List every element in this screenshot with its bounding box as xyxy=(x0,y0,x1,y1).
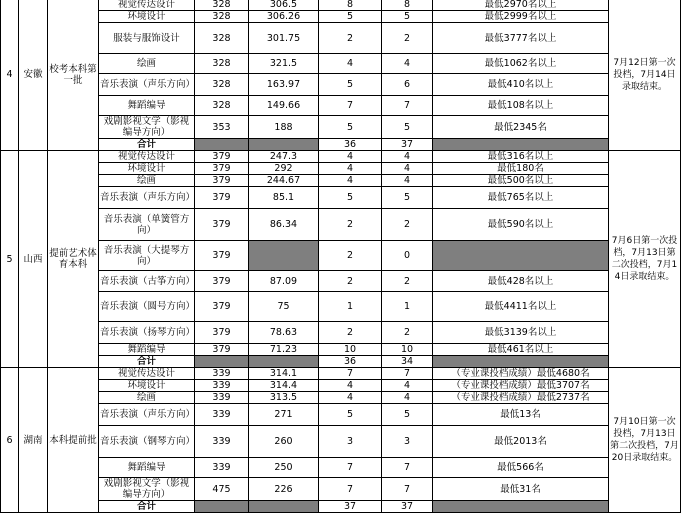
admit-count-cell: 4 xyxy=(382,392,433,404)
rank-cell: 最低410名以上 xyxy=(433,74,609,96)
total-admit: 34 xyxy=(382,356,433,368)
rank-cell: 最低2013名 xyxy=(433,426,609,458)
plan-count-cell: 3 xyxy=(319,426,382,458)
major-cell: 视觉传达设计 xyxy=(99,0,195,11)
admit-count-cell: 0 xyxy=(382,241,433,271)
table-row xyxy=(1,96,681,116)
rank-cell: 最低428名以上 xyxy=(433,271,609,292)
table-body xyxy=(1,0,681,513)
total-rank-empty xyxy=(433,356,609,368)
table-row xyxy=(1,478,681,501)
min-score-cell: 271 xyxy=(249,404,319,426)
control-line-cell: 328 xyxy=(195,74,249,96)
control-line-cell: 339 xyxy=(195,426,249,458)
rank-cell: 最低4411名以上 xyxy=(433,292,609,322)
plan-count-cell: 2 xyxy=(319,241,382,271)
table-row xyxy=(1,187,681,209)
plan-count-cell: 7 xyxy=(319,368,382,380)
control-line-cell: 379 xyxy=(195,271,249,292)
admit-count-cell: 7 xyxy=(382,458,433,478)
table-row xyxy=(1,11,681,23)
major-cell: 绘画 xyxy=(99,54,195,74)
total-admit: 37 xyxy=(382,501,433,513)
min-score-cell: 260 xyxy=(249,426,319,458)
min-score-cell: 87.09 xyxy=(249,271,319,292)
total-plan: 36 xyxy=(319,139,382,151)
table-row xyxy=(1,322,681,344)
row-number: 5 xyxy=(1,151,19,368)
plan-count-cell: 5 xyxy=(319,116,382,139)
table-row xyxy=(1,175,681,187)
admit-count-cell: 7 xyxy=(382,368,433,380)
admit-count-cell: 3 xyxy=(382,426,433,458)
total-score-empty xyxy=(249,356,319,368)
rank-cell: 最低13名 xyxy=(433,404,609,426)
table-row xyxy=(1,116,681,139)
major-cell: 戏剧影视文学（影视编导方向） xyxy=(99,478,195,501)
control-line-cell: 328 xyxy=(195,23,249,54)
table-row xyxy=(1,241,681,271)
rank-cell: （专业课投档成绩）最低3707名 xyxy=(433,380,609,392)
plan-count-cell: 4 xyxy=(319,151,382,163)
rank-cell: 最低180名 xyxy=(433,163,609,175)
plan-count-cell: 2 xyxy=(319,322,382,344)
total-label: 合计 xyxy=(99,356,195,368)
admit-count-cell: 4 xyxy=(382,54,433,74)
plan-count-cell: 7 xyxy=(319,478,382,501)
major-cell: 戏剧影视文学（影视编导方向） xyxy=(99,116,195,139)
batch-cell: 提前艺术体育本科 xyxy=(48,151,99,368)
table-row xyxy=(1,271,681,292)
rank-cell: 最低500名以上 xyxy=(433,175,609,187)
major-cell: 环境设计 xyxy=(99,11,195,23)
table-row xyxy=(1,392,681,404)
plan-count-cell: 4 xyxy=(319,175,382,187)
control-line-cell: 379 xyxy=(195,175,249,187)
plan-count-cell: 5 xyxy=(319,404,382,426)
control-line-cell: 379 xyxy=(195,292,249,322)
total-label: 合计 xyxy=(99,501,195,513)
major-cell: 音乐表演（声乐方向） xyxy=(99,74,195,96)
min-score-cell: 163.97 xyxy=(249,74,319,96)
major-cell: 视觉传达设计 xyxy=(99,151,195,163)
total-score-empty xyxy=(249,139,319,151)
min-score-cell: 306.5 xyxy=(249,0,319,11)
table-row xyxy=(1,404,681,426)
total-rank-empty xyxy=(433,139,609,151)
rank-cell: （专业课投档成绩）最低2737名 xyxy=(433,392,609,404)
plan-count-cell: 8 xyxy=(319,0,382,11)
table-row xyxy=(1,151,681,163)
rank-cell: 最低2970名以上 xyxy=(433,0,609,11)
admit-count-cell: 2 xyxy=(382,322,433,344)
admit-count-cell: 5 xyxy=(382,404,433,426)
row-number: 6 xyxy=(1,368,19,513)
province-cell: 山西 xyxy=(19,151,48,368)
rank-cell: 最低3777名以上 xyxy=(433,23,609,54)
admit-count-cell: 5 xyxy=(382,116,433,139)
min-score-cell: 188 xyxy=(249,116,319,139)
min-score-cell: 247.3 xyxy=(249,151,319,163)
total-line-empty xyxy=(195,501,249,513)
admit-count-cell: 8 xyxy=(382,0,433,11)
major-cell: 音乐表演（扬琴方向） xyxy=(99,322,195,344)
table-row xyxy=(1,0,681,11)
admit-count-cell: 2 xyxy=(382,23,433,54)
control-line-cell: 328 xyxy=(195,11,249,23)
min-score-cell: 301.75 xyxy=(249,23,319,54)
total-line-empty xyxy=(195,356,249,368)
min-score-cell: 85.1 xyxy=(249,187,319,209)
plan-count-cell: 2 xyxy=(319,271,382,292)
admit-count-cell: 7 xyxy=(382,96,433,116)
admit-count-cell: 4 xyxy=(382,163,433,175)
control-line-cell: 379 xyxy=(195,322,249,344)
min-score-cell: 75 xyxy=(249,292,319,322)
control-line-cell: 339 xyxy=(195,368,249,380)
plan-count-cell: 4 xyxy=(319,380,382,392)
table-row xyxy=(1,368,681,380)
plan-count-cell: 4 xyxy=(319,392,382,404)
plan-count-cell: 5 xyxy=(319,11,382,23)
rank-cell: （专业课投档成绩）最低4680名 xyxy=(433,368,609,380)
major-cell: 环境设计 xyxy=(99,380,195,392)
plan-count-cell: 7 xyxy=(319,96,382,116)
major-cell: 音乐表演（声乐方向） xyxy=(99,187,195,209)
total-plan: 36 xyxy=(319,356,382,368)
table-row xyxy=(1,380,681,392)
plan-count-cell: 7 xyxy=(319,458,382,478)
admit-count-cell: 1 xyxy=(382,292,433,322)
plan-count-cell: 2 xyxy=(319,23,382,54)
major-cell: 音乐表演（声乐方向） xyxy=(99,404,195,426)
min-score-cell xyxy=(249,241,319,271)
rank-cell: 最低3139名以上 xyxy=(433,322,609,344)
rank-cell: 最低31名 xyxy=(433,478,609,501)
min-score-cell: 244.67 xyxy=(249,175,319,187)
major-cell: 视觉传达设计 xyxy=(99,368,195,380)
control-line-cell: 475 xyxy=(195,478,249,501)
total-label: 合计 xyxy=(99,139,195,151)
major-cell: 音乐表演（圆号方向） xyxy=(99,292,195,322)
total-admit: 37 xyxy=(382,139,433,151)
min-score-cell: 314.1 xyxy=(249,368,319,380)
control-line-cell: 379 xyxy=(195,209,249,241)
rank-cell: 最低1062名以上 xyxy=(433,54,609,74)
plan-count-cell: 5 xyxy=(319,187,382,209)
major-cell: 音乐表演（单簧管方向） xyxy=(99,209,195,241)
control-line-cell: 339 xyxy=(195,392,249,404)
admit-count-cell: 5 xyxy=(382,187,433,209)
rank-cell: 最低2345名 xyxy=(433,116,609,139)
min-score-cell: 86.34 xyxy=(249,209,319,241)
major-cell: 舞蹈编导 xyxy=(99,458,195,478)
admit-count-cell: 4 xyxy=(382,175,433,187)
batch-cell: 校考本科第一批 xyxy=(48,0,99,151)
admit-count-cell: 4 xyxy=(382,380,433,392)
admit-count-cell: 10 xyxy=(382,344,433,356)
row-number: 4 xyxy=(1,0,19,151)
table-row xyxy=(1,209,681,241)
batch-cell: 本科提前批 xyxy=(48,368,99,513)
table-row xyxy=(1,163,681,175)
table-row xyxy=(1,74,681,96)
admit-count-cell: 5 xyxy=(382,11,433,23)
control-line-cell: 339 xyxy=(195,380,249,392)
major-cell: 音乐表演（古筝方向） xyxy=(99,271,195,292)
major-cell: 环境设计 xyxy=(99,163,195,175)
plan-count-cell: 1 xyxy=(319,292,382,322)
min-score-cell: 292 xyxy=(249,163,319,175)
plan-count-cell: 4 xyxy=(319,54,382,74)
table-row xyxy=(1,54,681,74)
admit-count-cell: 2 xyxy=(382,209,433,241)
major-cell: 服装与服饰设计 xyxy=(99,23,195,54)
total-score-empty xyxy=(249,501,319,513)
control-line-cell: 339 xyxy=(195,404,249,426)
min-score-cell: 313.5 xyxy=(249,392,319,404)
control-line-cell: 379 xyxy=(195,151,249,163)
table-row xyxy=(1,458,681,478)
total-line-empty xyxy=(195,139,249,151)
min-score-cell: 226 xyxy=(249,478,319,501)
table-row xyxy=(1,344,681,356)
control-line-cell: 379 xyxy=(195,344,249,356)
control-line-cell: 339 xyxy=(195,458,249,478)
rank-cell: 最低461名以上 xyxy=(433,344,609,356)
total-row xyxy=(1,356,681,368)
control-line-cell: 328 xyxy=(195,96,249,116)
rank-cell: 最低316名以上 xyxy=(433,151,609,163)
table-row xyxy=(1,292,681,322)
rank-cell: 最低2999名以上 xyxy=(433,11,609,23)
rank-cell: 最低590名以上 xyxy=(433,209,609,241)
rank-cell: 最低765名以上 xyxy=(433,187,609,209)
control-line-cell: 328 xyxy=(195,0,249,11)
min-score-cell: 306.26 xyxy=(249,11,319,23)
min-score-cell: 149.66 xyxy=(249,96,319,116)
province-cell: 湖南 xyxy=(19,368,48,513)
major-cell: 舞蹈编导 xyxy=(99,344,195,356)
control-line-cell: 379 xyxy=(195,187,249,209)
rank-cell: 最低108名以上 xyxy=(433,96,609,116)
admit-count-cell: 7 xyxy=(382,478,433,501)
province-cell: 安徽 xyxy=(19,0,48,151)
rank-cell xyxy=(433,241,609,271)
control-line-cell: 328 xyxy=(195,54,249,74)
total-rank-empty xyxy=(433,501,609,513)
total-row xyxy=(1,139,681,151)
total-row xyxy=(1,501,681,513)
min-score-cell: 71.23 xyxy=(249,344,319,356)
min-score-cell: 78.63 xyxy=(249,322,319,344)
control-line-cell: 379 xyxy=(195,163,249,175)
control-line-cell: 379 xyxy=(195,241,249,271)
major-cell: 舞蹈编导 xyxy=(99,96,195,116)
min-score-cell: 321.5 xyxy=(249,54,319,74)
admit-count-cell: 2 xyxy=(382,271,433,292)
admit-count-cell: 6 xyxy=(382,74,433,96)
major-cell: 绘画 xyxy=(99,392,195,404)
min-score-cell: 250 xyxy=(249,458,319,478)
plan-count-cell: 5 xyxy=(319,74,382,96)
major-cell: 音乐表演（大提琴方向） xyxy=(99,241,195,271)
control-line-cell: 353 xyxy=(195,116,249,139)
major-cell: 音乐表演（钢琴方向） xyxy=(99,426,195,458)
schedule-note: 7月6日第一次投档，7月13日第二次投档，7月14日录取结束。 xyxy=(609,151,681,368)
plan-count-cell: 4 xyxy=(319,163,382,175)
plan-count-cell: 2 xyxy=(319,209,382,241)
schedule-note: 7月12日第一次投档，7月14日录取结束。 xyxy=(609,0,681,151)
table-row xyxy=(1,23,681,54)
min-score-cell: 314.4 xyxy=(249,380,319,392)
plan-count-cell: 10 xyxy=(319,344,382,356)
schedule-note: 7月10日第一次投档，7月13日第二次投档，7月20日录取结束。 xyxy=(609,368,681,513)
major-cell: 绘画 xyxy=(99,175,195,187)
total-plan: 37 xyxy=(319,501,382,513)
admit-count-cell: 4 xyxy=(382,151,433,163)
table-row xyxy=(1,426,681,458)
rank-cell: 最低566名 xyxy=(433,458,609,478)
